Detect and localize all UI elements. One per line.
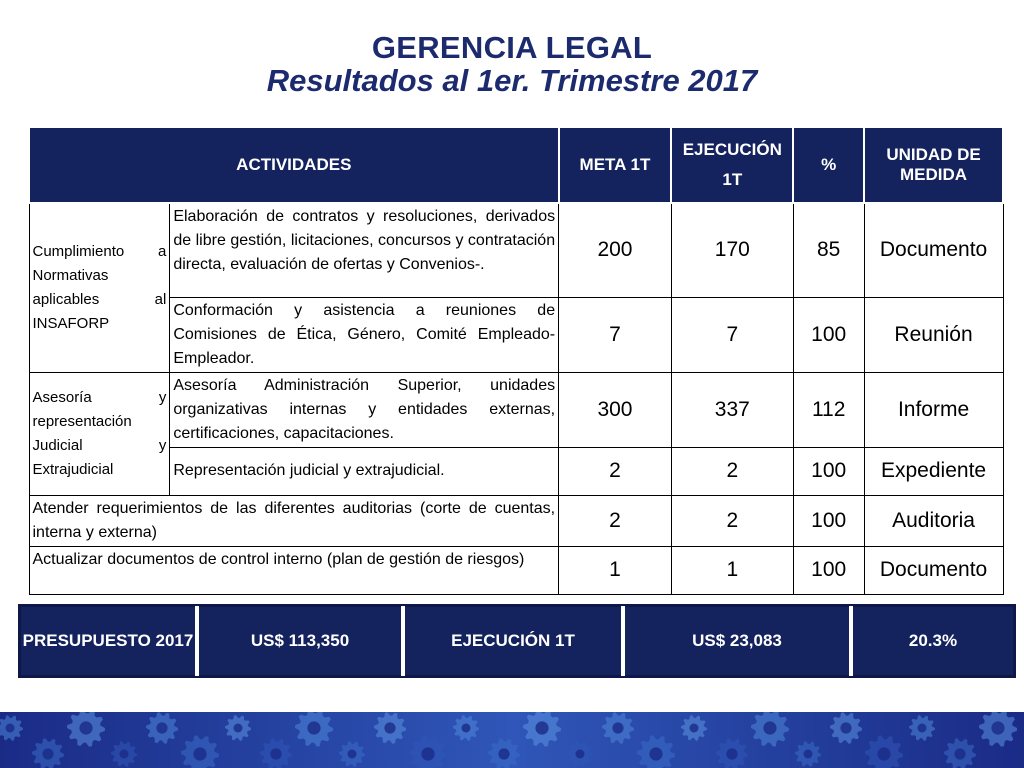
group-label-normativas: Cumplimiento a Normativas aplicables al INSAFORP — [29, 203, 170, 372]
budget-execution-amount: US$ 23,083 — [623, 607, 851, 676]
percent-cell: 100 — [793, 495, 864, 546]
gear-hole — [498, 748, 509, 759]
gear-hole — [421, 747, 434, 760]
execution-cell: 337 — [671, 372, 793, 447]
percent-cell: 100 — [793, 297, 864, 372]
percent-cell: 100 — [793, 447, 864, 495]
gear-hole — [804, 750, 813, 759]
table-row — [29, 546, 1003, 594]
page-title: GERENCIA LEGAL — [371, 30, 653, 65]
gear-hole — [576, 750, 585, 759]
gear-hole — [690, 724, 699, 733]
execution-cell: 7 — [671, 297, 793, 372]
activities-table — [28, 126, 1004, 595]
budget-amount: US$ 113,350 — [197, 607, 403, 676]
gear-hole — [6, 724, 15, 733]
budget-table — [20, 606, 1014, 676]
table-row — [29, 495, 1003, 546]
gear-hole — [991, 721, 1004, 734]
goal-cell: 2 — [559, 495, 672, 546]
goal-cell: 1 — [559, 546, 672, 594]
unit-cell: Documento — [864, 203, 1003, 297]
execution-cell: 2 — [671, 495, 793, 546]
activity-cell: Elaboración de contratos y resoluciones, derivados de libre gestión, licitaciones, concursos y contratación directa, evaluación de ofertas y Convenios-. — [170, 203, 559, 297]
header-execution: EJECUCIÓN 1T — [671, 127, 793, 203]
budget-row — [21, 607, 1014, 676]
gear-hole — [763, 721, 776, 734]
budget-percent: 20.3% — [851, 607, 1014, 676]
activity-cell: Asesoría Administración Superior, unidades organizativas internas y entidades externas, certificaciones, capacitaciones. — [170, 372, 559, 447]
table-row — [29, 203, 1003, 297]
gear-hole — [120, 750, 129, 759]
gear-hole — [649, 747, 662, 760]
header-activities: ACTIVIDADES — [29, 127, 559, 203]
percent-cell: 85 — [793, 203, 864, 297]
gear-hole — [612, 722, 623, 733]
activity-cell: Actualizar documentos de control interno (plan de gestión de riesgos) — [29, 546, 559, 594]
table-header-row — [29, 127, 1003, 203]
table-row — [29, 297, 1003, 372]
execution-cell: 170 — [671, 203, 793, 297]
gear-hole — [348, 750, 357, 759]
unit-cell: Documento — [864, 546, 1003, 594]
execution-cell: 2 — [671, 447, 793, 495]
header-percent: % — [793, 127, 864, 203]
gear-hole — [840, 722, 851, 733]
gear-hole — [954, 748, 965, 759]
goal-cell: 7 — [559, 297, 672, 372]
activity-cell: Conformación y asistencia a reuniones de Comisiones de Ética, Género, Comité Empleado-Empleador. — [170, 297, 559, 372]
execution-cell: 1 — [671, 546, 793, 594]
gear-hole — [918, 724, 927, 733]
activity-cell: Atender requerimientos de las diferentes auditorias (corte de cuentas, interna y externa) — [29, 495, 559, 546]
gear-hole — [877, 747, 890, 760]
footer-gear-band — [0, 712, 1024, 768]
header-goal: META 1T — [559, 127, 672, 203]
budget-execution-label: EJECUCIÓN 1T — [403, 607, 623, 676]
gear-hole — [79, 721, 92, 734]
gear-hole — [384, 722, 395, 733]
gear-hole — [193, 747, 206, 760]
gear-hole — [726, 748, 737, 759]
table-row — [29, 447, 1003, 495]
gear-hole — [270, 748, 281, 759]
percent-cell: 100 — [793, 546, 864, 594]
unit-cell: Reunión — [864, 297, 1003, 372]
gear-hole — [535, 721, 548, 734]
goal-cell: 2 — [559, 447, 672, 495]
gear-hole — [307, 721, 320, 734]
page-subtitle: Resultados al 1er. Trimestre 2017 — [266, 63, 758, 98]
goal-cell: 300 — [559, 372, 672, 447]
header-unit: UNIDAD DE MEDIDA — [864, 127, 1003, 203]
gear-hole — [156, 722, 167, 733]
table-row — [29, 372, 1003, 447]
goal-cell: 200 — [559, 203, 672, 297]
gear-hole — [42, 748, 53, 759]
group-label-asesoria: Asesoría y representación Judicial y Extrajudicial — [29, 372, 170, 495]
unit-cell: Informe — [864, 372, 1003, 447]
gear-hole — [462, 724, 471, 733]
budget-label: PRESUPUESTO 2017 — [21, 607, 198, 676]
unit-cell: Expediente — [864, 447, 1003, 495]
activity-cell: Representación judicial y extrajudicial. — [170, 447, 559, 495]
unit-cell: Auditoria — [864, 495, 1003, 546]
gear-hole — [234, 724, 243, 733]
percent-cell: 112 — [793, 372, 864, 447]
